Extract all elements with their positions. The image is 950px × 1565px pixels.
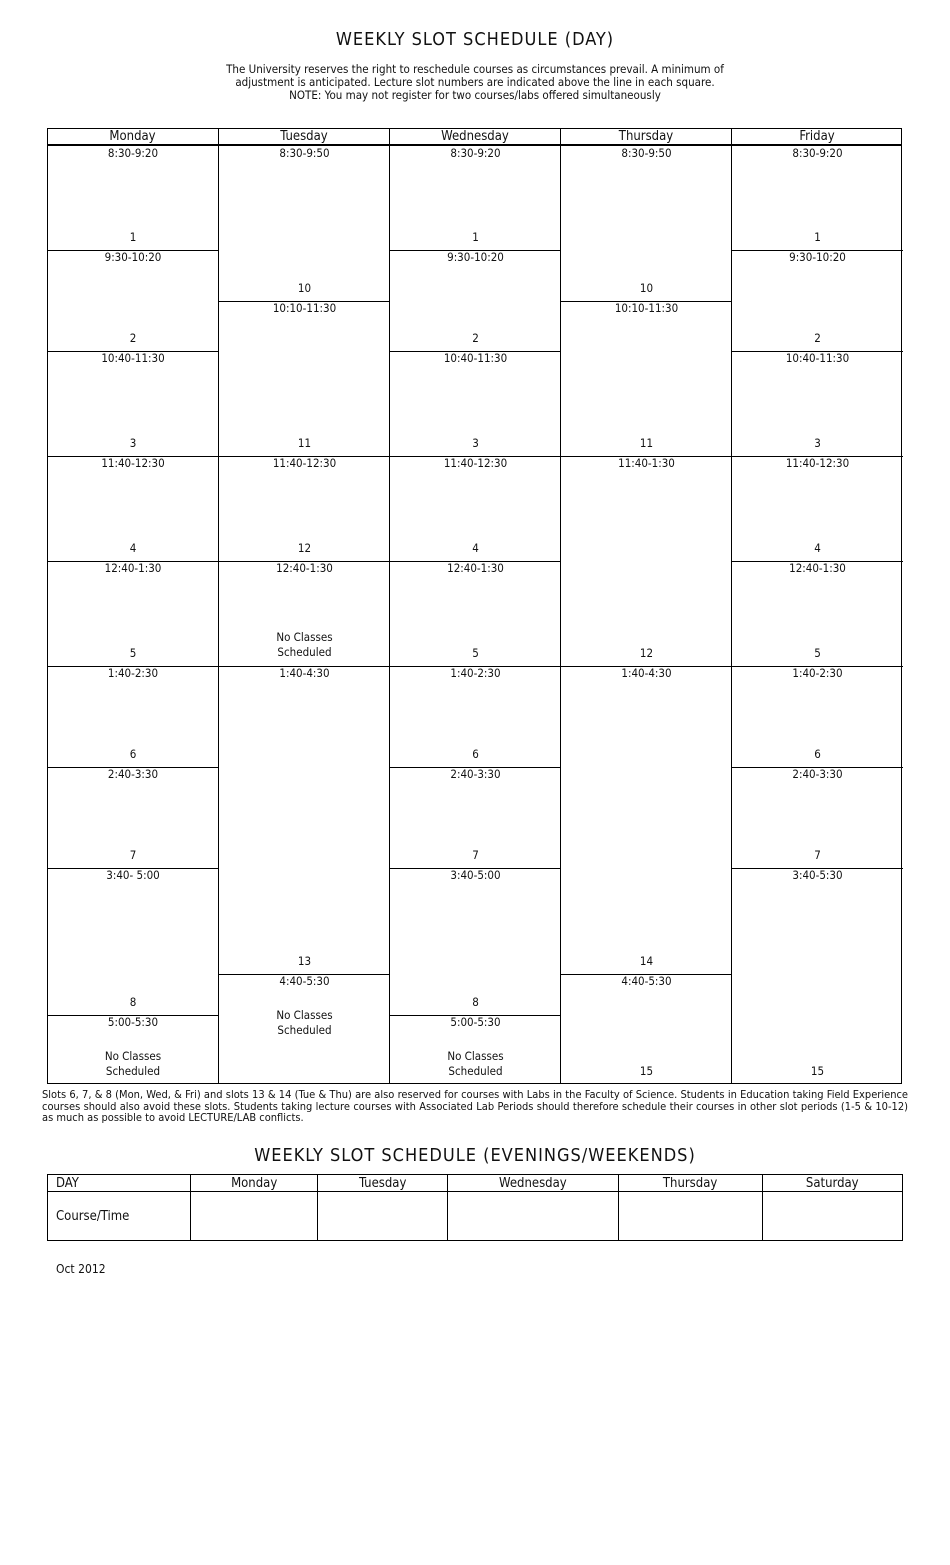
slot-time: 1:40-4:30 [279, 666, 330, 680]
slot-number: 14 [639, 954, 654, 968]
header-saturday: Saturday [762, 1175, 902, 1192]
slot-number: 5 [814, 646, 821, 660]
evening-title: WEEKLY SLOT SCHEDULE (EVENINGS/WEEKENDS) [254, 1145, 696, 1166]
slot-number: 6 [814, 747, 821, 761]
slot-number: 3 [472, 436, 479, 450]
header-thursday: Thursday [618, 1175, 762, 1192]
slot-number: 1 [814, 230, 821, 244]
slot-cell[interactable] [47, 351, 219, 457]
cell-saturday[interactable] [762, 1192, 902, 1241]
slot-time: 1:40-2:30 [792, 666, 843, 680]
intro-line: The University reserves the right to reschedule courses as circumstances prevail. A minimum of [226, 62, 724, 76]
slot-number: 13 [297, 954, 312, 968]
cell-tuesday[interactable] [318, 1192, 448, 1241]
slot-number: 5 [129, 646, 137, 660]
slot-cell[interactable] [389, 146, 561, 251]
slot-cell[interactable] [389, 561, 561, 667]
slot-cell[interactable] [389, 250, 561, 352]
slot-cell[interactable] [218, 146, 390, 302]
header-row [48, 1175, 903, 1192]
day-header-wednesday: Wednesday [389, 128, 560, 146]
slot-cell[interactable] [731, 351, 903, 457]
slot-number: 12 [297, 541, 312, 555]
slot-number: 1 [472, 230, 479, 244]
slot-time: 12:40-1:30 [104, 561, 162, 575]
slot-time: 8:30-9:20 [107, 146, 159, 160]
slot-time: 4:40-5:30 [621, 974, 672, 988]
slot-time: 2:40-3:30 [107, 767, 159, 781]
slot-number: 11 [297, 436, 312, 450]
slot-number: 15 [810, 1064, 825, 1078]
slot-time: 5:00-5:30 [450, 1015, 501, 1029]
slot-cell[interactable] [47, 250, 219, 352]
slot-number: 2 [129, 331, 137, 345]
slot-cell[interactable] [731, 767, 903, 869]
course-row [48, 1192, 903, 1241]
slot-number: 2 [472, 331, 479, 345]
slot-time: 9:30-10:20 [447, 250, 504, 264]
slot-number: 6 [472, 747, 479, 761]
slot-cell[interactable] [560, 301, 732, 457]
slot-time: 10:10-11:30 [614, 301, 679, 315]
slot-cell[interactable] [47, 561, 219, 667]
slot-time: 5:00-5:30 [107, 1015, 159, 1029]
slot-number: 10 [297, 281, 312, 295]
slot-time: 10:40-11:30 [101, 351, 165, 365]
cell-thursday[interactable] [618, 1192, 762, 1241]
slot-time: 9:30-10:20 [104, 250, 162, 264]
slot-cell[interactable] [731, 456, 903, 562]
slot-cell[interactable] [47, 1015, 219, 1084]
slot-cell[interactable] [389, 868, 561, 1016]
slot-number: 4 [472, 541, 479, 555]
slot-time: 8:30-9:20 [450, 146, 501, 160]
slot-cell[interactable] [218, 561, 390, 667]
slot-time: 11:40-12:30 [785, 456, 850, 470]
footnote: Slots 6, 7, & 8 (Mon, Wed, & Fri) and slots 13 & 14 (Tue & Thu) are also reserved for courses with Labs in the Faculty of Science. Students in Education taking Field Experience courses should also avoid these slots. Students taking lecture courses with Associated Lab Periods should therefore schedule their courses in other slot periods (1-5 & 10-12) as much as possible to avoid LECTURE/LAB conflicts. [42, 1088, 908, 1124]
no-classes-note: No Classes Scheduled [447, 1049, 504, 1078]
slot-number: 7 [814, 848, 821, 862]
slot-number: 6 [129, 747, 137, 761]
header-monday: Monday [191, 1175, 318, 1192]
slot-number: 12 [639, 646, 654, 660]
slot-cell[interactable] [218, 456, 390, 562]
day-header-friday: Friday [731, 128, 902, 146]
slot-number: 1 [129, 230, 137, 244]
slot-cell[interactable] [731, 561, 903, 667]
cell-monday[interactable] [191, 1192, 318, 1241]
slot-cell[interactable] [560, 146, 732, 302]
slot-time: 1:40-4:30 [621, 666, 672, 680]
slot-time: 12:40-1:30 [276, 561, 333, 575]
slot-number: 7 [472, 848, 479, 862]
slot-time: 1:40-2:30 [450, 666, 501, 680]
slot-time: 9:30-10:20 [789, 250, 846, 264]
no-classes-note: No Classes Scheduled [104, 1049, 162, 1078]
intro-line: adjustment is anticipated. Lecture slot numbers are indicated above the line in each square. [235, 75, 715, 89]
slot-time: 3:40-5:00 [450, 868, 501, 882]
slot-time: 10:40-11:30 [443, 351, 508, 365]
day-header-thursday: Thursday [560, 128, 731, 146]
slot-time: 11:40-1:30 [618, 456, 675, 470]
slot-cell[interactable] [47, 868, 219, 1016]
header-wednesday: Wednesday [448, 1175, 619, 1192]
slot-time: 10:10-11:30 [272, 301, 337, 315]
header-tuesday: Tuesday [318, 1175, 448, 1192]
slot-time: 8:30-9:50 [279, 146, 330, 160]
intro-note: NOTE: You may not register for two courses/labs offered simultaneously [289, 88, 661, 102]
slot-cell[interactable] [389, 456, 561, 562]
slot-time: 10:40-11:30 [785, 351, 850, 365]
slot-cell[interactable] [731, 250, 903, 352]
slot-time: 11:40-12:30 [272, 456, 337, 470]
slot-time: 12:40-1:30 [789, 561, 846, 575]
slot-time: 1:40-2:30 [107, 666, 159, 680]
slot-cell[interactable] [560, 456, 732, 667]
slot-cell[interactable] [389, 1015, 561, 1084]
slot-cell[interactable] [47, 666, 219, 768]
slot-number: 3 [814, 436, 821, 450]
slot-time: 3:40-5:30 [792, 868, 843, 882]
slot-time: 8:30-9:50 [621, 146, 672, 160]
slot-time: 2:40-3:30 [792, 767, 843, 781]
slot-time: 4:40-5:30 [279, 974, 330, 988]
slot-number: 4 [129, 541, 137, 555]
intro-text [150, 63, 800, 102]
slot-number: 5 [472, 646, 479, 660]
revision-date: Oct 2012 [56, 1262, 106, 1276]
slot-number: 8 [129, 995, 137, 1009]
slot-cell[interactable] [218, 301, 390, 457]
slot-cell[interactable] [47, 146, 219, 251]
evening-schedule-table [47, 1174, 903, 1241]
row-label: Course/Time [48, 1192, 191, 1241]
slot-time: 2:40-3:30 [450, 767, 501, 781]
slot-number: 8 [472, 995, 479, 1009]
slot-cell[interactable] [218, 974, 390, 1084]
slot-time: 8:30-9:20 [792, 146, 843, 160]
slot-cell[interactable] [47, 767, 219, 869]
day-header-tuesday: Tuesday [218, 128, 389, 146]
cell-wednesday[interactable] [448, 1192, 619, 1241]
no-classes-note: No Classes Scheduled [276, 1008, 333, 1037]
slot-number: 7 [129, 848, 137, 862]
slot-time: 11:40-12:30 [443, 456, 508, 470]
slot-cell[interactable] [731, 146, 903, 251]
slot-number: 10 [639, 281, 654, 295]
slot-number: 11 [639, 436, 654, 450]
page-title: WEEKLY SLOT SCHEDULE (DAY) [335, 29, 615, 50]
slot-number: 15 [639, 1064, 654, 1078]
day-header-monday: Monday [47, 128, 218, 146]
slot-cell[interactable] [560, 666, 732, 975]
slot-cell[interactable] [389, 351, 561, 457]
slot-cell[interactable] [389, 767, 561, 869]
slot-time: 12:40-1:30 [447, 561, 504, 575]
header-day: DAY [48, 1175, 191, 1192]
slot-cell[interactable] [560, 974, 732, 1084]
slot-cell[interactable] [389, 666, 561, 768]
slot-number: 2 [814, 331, 821, 345]
slot-cell[interactable] [218, 666, 390, 975]
slot-cell[interactable] [731, 666, 903, 768]
slot-time: 11:40-12:30 [101, 456, 165, 470]
slot-cell[interactable] [47, 456, 219, 562]
slot-number: No Classes Scheduled [276, 630, 333, 659]
slot-time: 3:40- 5:00 [106, 868, 160, 882]
slot-cell[interactable] [731, 868, 903, 1084]
slot-number: 3 [129, 436, 137, 450]
slot-number: 4 [814, 541, 821, 555]
